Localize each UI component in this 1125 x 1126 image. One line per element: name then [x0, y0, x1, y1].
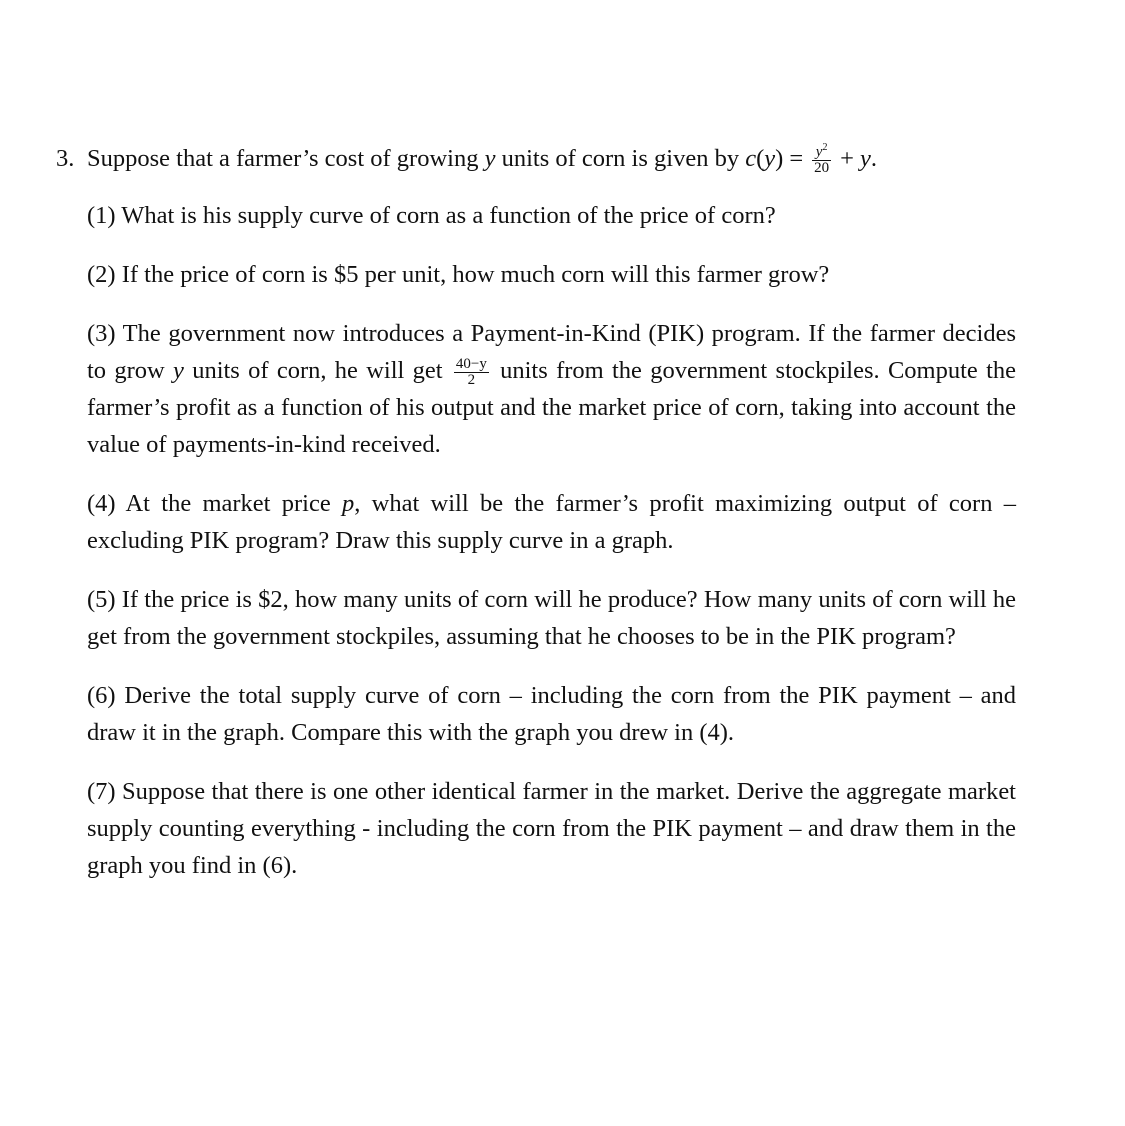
part-2: (2) If the price of corn is $5 per unit, how much corn will this farmer grow? [87, 261, 830, 288]
part-3-var-y: y [173, 357, 184, 384]
cost-fraction [812, 141, 831, 176]
stem-var-y: y [484, 145, 496, 172]
part-4-before: (4) At the market price [87, 490, 331, 517]
part-4-var-p: p [342, 490, 355, 517]
stem-text-after: units of corn is given by [501, 145, 740, 172]
part-5: (5) If the price is $2, how many units of corn will he produce? How many units of corn will he get from the government stockpiles, assuming that he chooses to be in the PIK program? [87, 586, 1016, 650]
paren-open: ( [756, 145, 765, 172]
pik-fraction-numerator: 40−y [455, 355, 487, 372]
numerator-var: y [815, 143, 823, 160]
part-7: (7) Suppose that there is one other identical farmer in the market. Derive the aggregate market supply counting everything - including the corn from the PIK payment – and draw them in the graph you find in (6). [87, 778, 1016, 879]
stem-text-before: Suppose that a farmer’s cost of growing [87, 145, 479, 172]
stem-tail-var: y [859, 145, 871, 172]
question-parts [87, 197, 1016, 884]
part-4-after: , what will be the farmer’s profit maximizing output of corn – excluding PIK program? Draw this supply curve in a graph. [87, 490, 1016, 554]
paren-close: ) [775, 145, 784, 172]
problem-stem-text [87, 140, 1016, 177]
plus-sign: + [840, 145, 854, 172]
cost-fraction-denominator: 20 [814, 159, 830, 176]
part-1: (1) What is his supply curve of corn as a function of the price of corn? [87, 202, 776, 229]
part-6: (6) Derive the total supply curve of corn – including the corn from the PIK payment – and draw it in the graph. Compare this with the graph you drew in (4). [87, 682, 1016, 746]
problem-stem [56, 140, 1016, 177]
pik-fraction-denominator: 2 [467, 371, 476, 388]
numerator-exponent: 2 [822, 141, 828, 153]
part-3 [87, 315, 1016, 463]
stem-period: . [870, 145, 877, 172]
part-3-mid: units of corn, he will get [192, 357, 443, 384]
problem-3 [56, 140, 1016, 906]
part-3-after: units from the government stockpiles. Compute the farmer’s profit as a function of his output and the market price of corn, taking into account the value of payments-in-kind received. [87, 357, 1016, 458]
part-4 [87, 485, 1016, 559]
problem-number: 3. [56, 145, 75, 172]
pik-fraction [454, 357, 489, 388]
cost-fraction-numerator [812, 141, 831, 161]
cost-function-arg: y [764, 145, 776, 172]
equals-sign: = [789, 145, 804, 172]
cost-function-name: c [745, 145, 757, 172]
part-3-before: (3) The government now introduces a Payment-in-Kind (PIK) program. If the farmer decides to grow [87, 320, 1016, 384]
